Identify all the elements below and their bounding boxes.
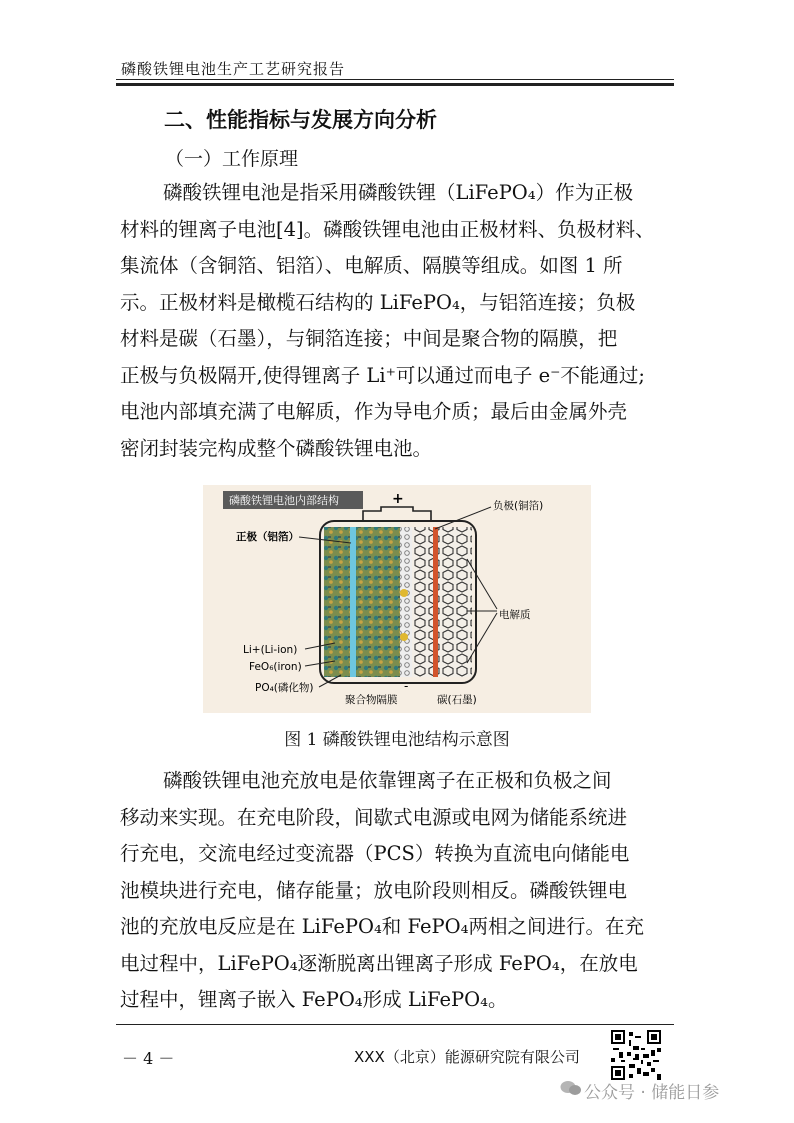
label-anode: 负极(铜箔) [493, 500, 544, 512]
header-rule-thick [116, 83, 674, 86]
ion-marker [400, 633, 408, 641]
label-electrolyte: 电解质 [499, 609, 531, 621]
battery-diagram [203, 485, 591, 713]
anode-graphite [412, 527, 472, 677]
figure-caption: 图 1 磷酸铁锂电池结构示意图 [284, 730, 510, 750]
header-rule-thin [116, 79, 674, 80]
text-line: 过程中，锂离子嵌入 FePO₄形成 LiFePO₄。 [120, 988, 508, 1011]
text-line: 池模块进行充电，储存能量；放电阶段则相反。磷酸铁锂电 [120, 878, 628, 902]
cathode-material [324, 527, 400, 677]
section-heading: 二、性能指标与发展方向分析 [164, 108, 437, 132]
separator [400, 527, 412, 677]
ion-marker [400, 589, 408, 597]
paragraph-working-principle [120, 175, 680, 467]
label-cathode: 正极（铝箔） [236, 531, 299, 543]
text-line: 磷酸铁锂电池充放电是依靠锂离子在正极和负极之间 [163, 769, 612, 792]
positive-terminal [363, 507, 431, 521]
minus-sign: - [404, 679, 409, 693]
label-separator: 聚合物隔膜 [345, 694, 398, 706]
page-number: － 4 － [122, 1049, 175, 1068]
label-li-ion: Li+(Li-ion) [243, 644, 298, 656]
plus-sign: + [392, 491, 404, 507]
text-line: 集流体（含铜箔、铝箔）、电解质、隔膜等组成。如图 1 所 [120, 254, 623, 277]
text-line: 电过程中，LiFePO₄逐渐脱离出锂离子形成 FePO₄，在放电 [120, 951, 638, 975]
paragraph-charge-discharge [120, 763, 680, 1019]
text-line: 示。正极材料是橄榄石结构的 LiFePO₄，与铝箔连接；负极 [120, 290, 636, 314]
anode-collector [433, 527, 438, 677]
watermark: 公众号 · 储能日参 [584, 1083, 720, 1103]
text-line: 正极与负极隔开,使得锂离子 Li⁺可以通过而电子 e⁻不能通过; [120, 363, 645, 387]
label-po4: PO₄(磷化物) [255, 682, 314, 694]
footer-rule [116, 1024, 674, 1025]
subsection-heading: （一）工作原理 [165, 148, 299, 170]
label-graphite: 碳(石墨) [437, 694, 477, 706]
running-header: 磷酸铁锂电池生产工艺研究报告 [121, 60, 346, 78]
text-line: 材料的锂离子电池[4]。磷酸铁锂电池由正极材料、负极材料、 [120, 217, 655, 241]
text-line: 材料是碳（石墨），与铜箔连接；中间是聚合物的隔膜，把 [120, 327, 618, 350]
battery-structure-figure [203, 485, 591, 713]
text-line: 行充电，交流电经过变流器（PCS）转换为直流电向储能电 [120, 842, 630, 865]
text-line: 电池内部填充满了电解质，作为导电介质；最后由金属外壳 [120, 400, 628, 423]
figure-title: 磷酸铁锂电池内部结构 [229, 494, 339, 507]
label-feo6: FeO₆(iron) [249, 661, 302, 673]
text-line: 密闭封装完构成整个磷酸铁锂电池。 [120, 436, 433, 460]
text-line: 磷酸铁锂电池是指采用磷酸铁锂（LiFePO₄）作为正极 [163, 181, 634, 204]
text-line: 移动来实现。在充电阶段，间歇式电源或电网为储能系统进 [120, 805, 628, 829]
qr-code-icon [611, 1030, 661, 1080]
text-line: 池的充放电反应是在 LiFePO₄和 FePO₄两相之间进行。在充 [120, 915, 644, 938]
leader-line [435, 507, 491, 529]
cathode-collector [350, 527, 356, 677]
company-name: XXX（北京）能源研究院有限公司 [354, 1048, 580, 1066]
wechat-icon [560, 1079, 582, 1097]
